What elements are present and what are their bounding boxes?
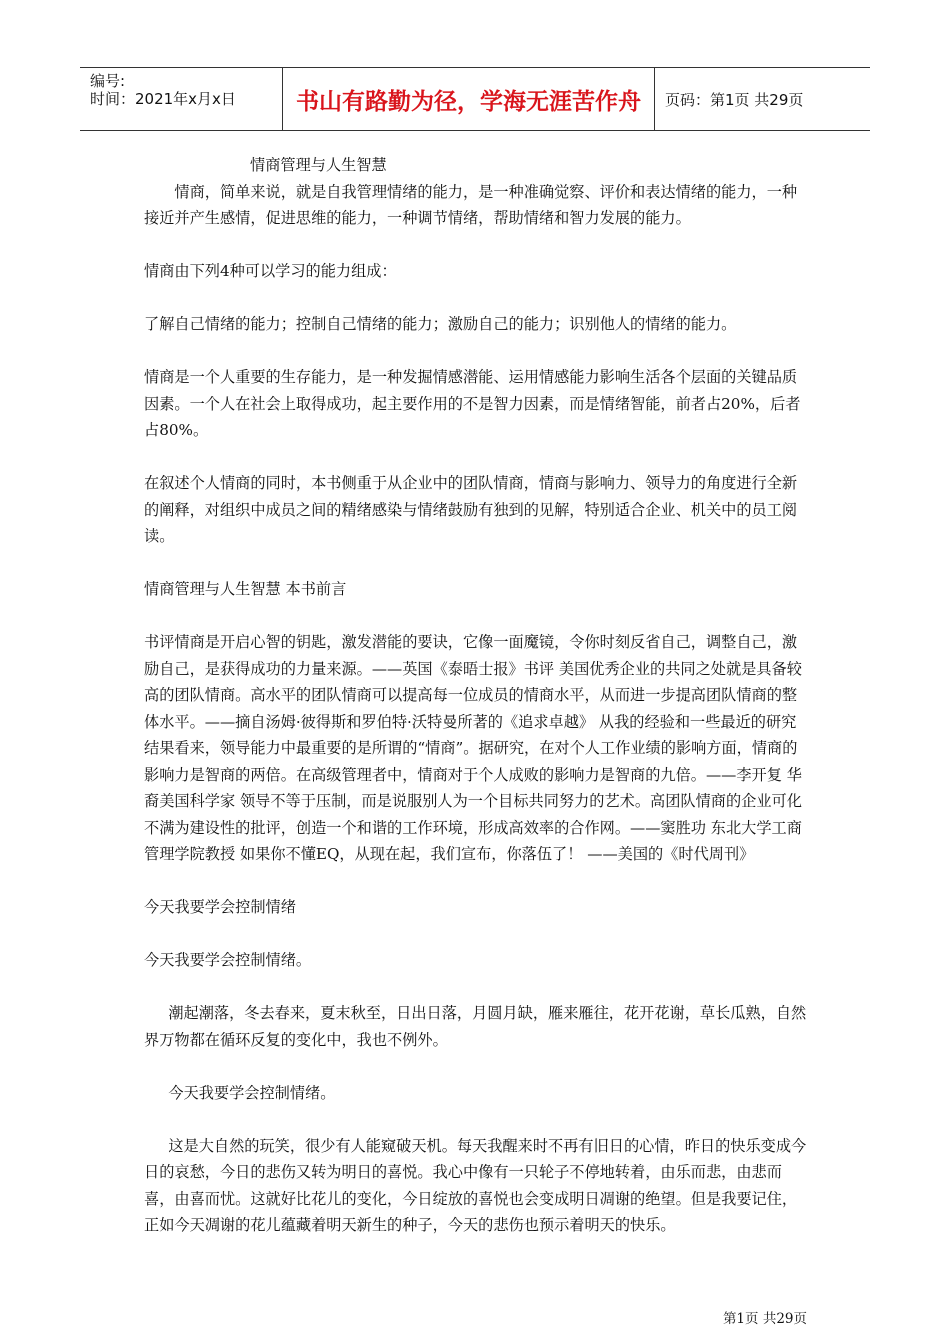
paragraph: 情商是一个人重要的生存能力，是一种发掘情感潜能、运用情感能力影响生活各个层面的关键品质因素。一个人在社会上取得成功，起主要作用的不是智力因素，而是情绪智能，前者占20%，后者占80%。 xyxy=(144,368,801,439)
paragraph: 了解自己情绪的能力；控制自己情绪的能力；激励自己的能力；识别他人的情绪的能力。 xyxy=(144,315,737,333)
paragraph: 潮起潮落，冬去春来，夏末秋至，日出日落，月圆月缺，雁来雁往，花开花谢，草长瓜熟，自然界万物都在循环反复的变化中，我也不例外。 xyxy=(144,1004,807,1049)
paragraph: 情商，简单来说，就是自我管理情绪的能力，是一种准确觉察、评价和表达情绪的能力，一种接近并产生感情，促进思维的能力，一种调节情绪，帮助情绪和智力发展的能力。 xyxy=(144,182,798,227)
time-label: 时间：2021年x月x日 xyxy=(90,90,236,108)
paragraph: 这是大自然的玩笑，很少有人能窥破天机。每天我醒来时不再有旧日的心情，昨日的快乐变成今日的哀愁，今日的悲伤又转为明日的喜悦。我心中像有一只轮子不停地转着，由乐而悲，由悲而喜，由喜而忧。这就好比花儿的变化，今日绽放的喜悦也会变成明日凋谢的绝望。但是我要记住，正如今天凋谢的花儿蕴藏着明天新生的种子，今天的悲伤也预示着明天的快乐。 xyxy=(144,1136,807,1234)
page-footer: 第1页 共29页 xyxy=(722,1311,807,1327)
paragraph: 在叙述个人情商的同时，本书侧重于从企业中的团队情商，情商与影响力、领导力的角度进行全新的阐释，对组织中成员之间的精绪感染与情绪鼓励有独到的见解，特别适合企业、机关中的员工阅读。 xyxy=(144,474,798,545)
document-body xyxy=(144,152,810,1239)
slogan: 书山有路勤为径，学海无涯苦作舟 xyxy=(296,88,641,115)
header-table xyxy=(80,67,870,131)
document-title: 情商管理与人生智慧 xyxy=(250,156,387,174)
page-label: 页码：第1页 共29页 xyxy=(665,90,804,109)
section-heading: 今天我要学会控制情绪 xyxy=(144,898,296,916)
paragraph: 今天我要学会控制情绪。 xyxy=(144,951,312,969)
slogan-cell xyxy=(283,68,655,130)
paragraph: 书评情商是开启心智的钥匙，激发潜能的要诀，它像一面魔镜，令你时刻反省自己，调整自己，激励自己，是获得成功的力量来源。——英国《泰晤士报》书评 美国优秀企业的共同之处就是具备较高的团队情商。高水平的团队情商可以提高每一位成员的情商水平，从而进一步提高团队情商的整体水平。——摘自汤姆·彼得斯和罗伯特·沃特曼所著的《追求卓越》 从我的经验和一些最近的研究结果看来，领导能力中最重要的是所谓的“情商”。据研究，在对个人工作业绩的影响方面，情商的影响力是智商的两倍。在高级管理者中，情商对于个人成败的影响力是智商的九倍。——李开复 华裔美国科学家 领导不等于压制，而是说服别人为一个目标共同努力的艺术。高团队情商的企业可化不满为建设性的批评，创造一个和谐的工作环境，形成高效率的合作网。——窦胜功 东北大学工商管理学院教授 如果你不懂EQ，从现在起，我们宣布，你落伍了！ ——美国的《时代周刊》 xyxy=(144,633,802,863)
section-heading: 情商管理与人生智慧 本书前言 xyxy=(144,580,347,598)
number-label: 编号: xyxy=(90,72,126,90)
header-info-cell xyxy=(80,68,283,130)
paragraph: 今天我要学会控制情绪。 xyxy=(168,1083,336,1102)
paragraph: 情商由下列4种可以学习的能力组成： xyxy=(144,262,397,280)
